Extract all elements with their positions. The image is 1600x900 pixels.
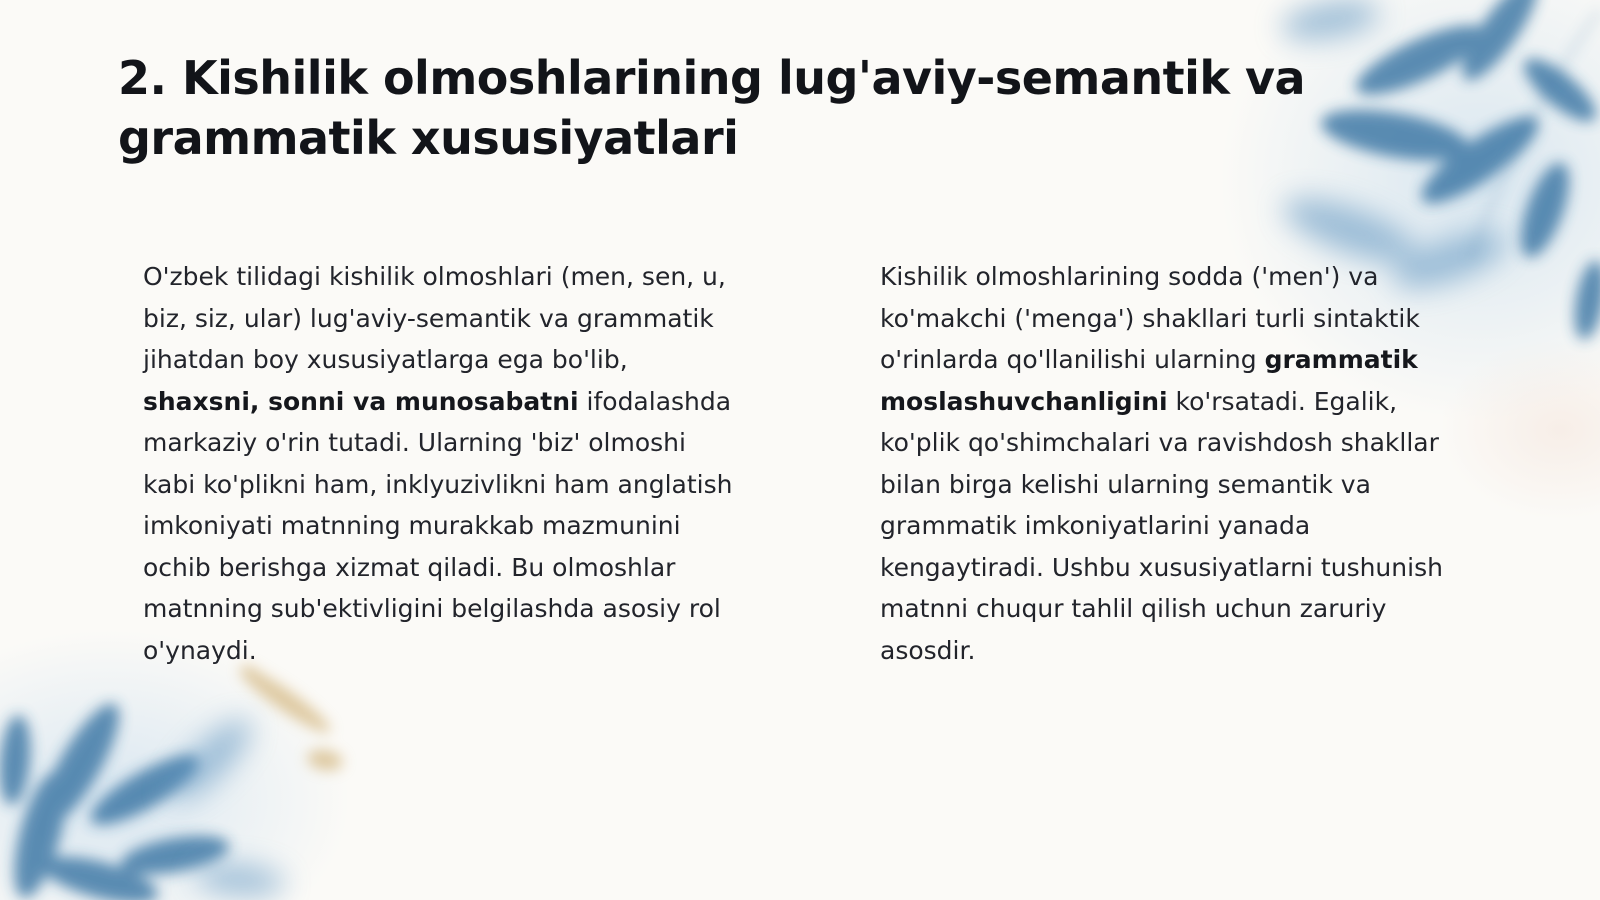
right-text-column xyxy=(880,256,1470,671)
left-text-column xyxy=(143,256,733,671)
right-paragraph xyxy=(880,256,1470,671)
right-bold-phrase: grammatik moslashuvchanligini xyxy=(880,345,1418,416)
left-paragraph xyxy=(143,256,733,671)
right-text-part-1: Kishilik olmoshlarining sodda ('men') va ko'makchi ('menga') shakllari turli sintaktik o'rinlarda qo'llanilishi ularning xyxy=(880,262,1420,374)
left-text-part-1: O'zbek tilidagi kishilik olmoshlari (men, sen, u, biz, siz, ular) lug'aviy-semantik va grammatik jihatdan boy xususiyatlarga ega bo'lib, xyxy=(143,262,726,374)
right-text-part-2: ko'rsatadi. Egalik, ko'plik qo'shimchalari va ravishdosh shakllar bilan birga kelishi ularning semantik va grammatik imkoniyatlarini yanada kengaytiradi. Ushbu xususiyatlarni tushunish matnni chuqur tahlil qilish uchun zaruriy asosdir. xyxy=(880,386,1443,665)
left-text-part-2: ifodalashda markaziy o'rin tutadi. Ularning 'biz' olmoshi kabi ko'plikni ham, inklyuzivlikni ham anglatish imkoniyati matnning murakkab mazmunini ochib berishga xizmat qiladi. Bu olmoshlar matnning sub'ektivligini belgilashda asosiy rol o'ynaydi. xyxy=(143,386,733,665)
slide-title: 2. Kishilik olmoshlarining lug'aviy-semantik va grammatik xususiyatlari xyxy=(118,51,1306,165)
left-bold-phrase: shaxsni, sonni va munosabatni xyxy=(143,386,579,416)
